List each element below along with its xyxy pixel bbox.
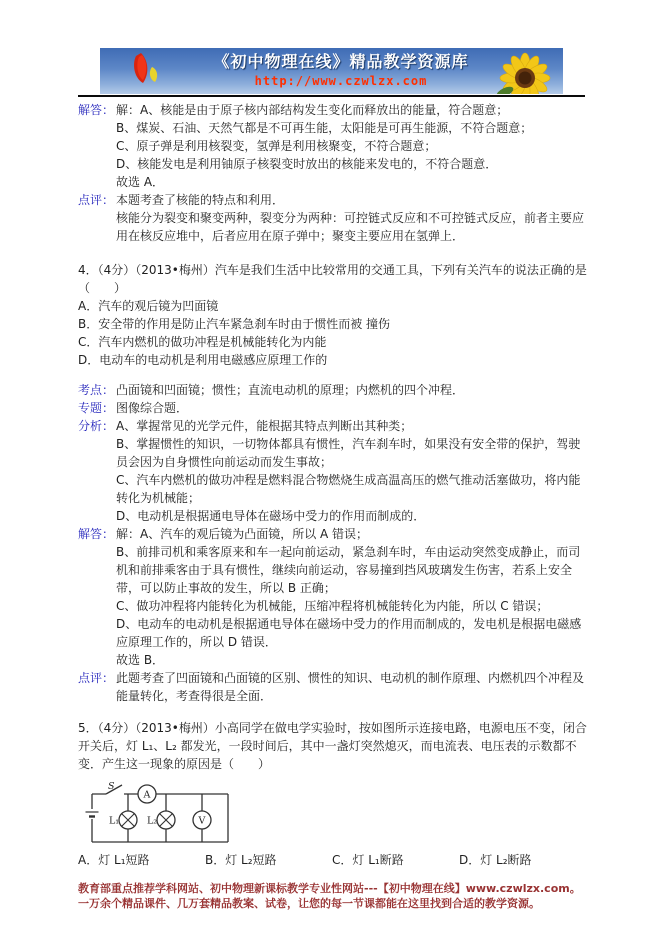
answer-label: 解答：	[78, 103, 115, 117]
question5-options	[78, 851, 590, 869]
section-q3-answer	[78, 101, 590, 191]
answer-line: C、做功冲程将内能转化为机械能，压缩冲程将机械能转化为内能，所以 C 错误；	[116, 599, 549, 613]
question5-option-c: C．灯 L₁断路	[332, 853, 404, 867]
question4-stem: 4．（4分）（2013•梅州）汽车是我们生活中比较常用的交通工具，下列有关汽车的说法正确的是（ ）	[78, 263, 587, 295]
kaodian-label: 考点：	[78, 383, 115, 397]
section-q4-comment	[78, 669, 590, 705]
banner-title: 《初中物理在线》精品教学资源库	[213, 52, 469, 71]
zhuanti-line: 图像综合题．	[116, 401, 189, 415]
comment-label: 点评：	[78, 671, 115, 685]
switch-label: S	[108, 781, 115, 792]
ammeter-label: A	[143, 789, 151, 801]
fenxi-line: D、电动机是根据通电导体在磁场中受力的作用而制成的．	[116, 509, 426, 523]
comment-line: 核能分为裂变和聚变两种，裂变分为两种：可控链式反应和不可控链式反应，前者主要应用在核反应堆中，后者应用在原子弹中；聚变主要应用在氢弹上．	[116, 211, 585, 243]
section-q4-zhuanti	[78, 399, 590, 417]
question5-option-b: B．灯 L₂短路	[205, 853, 277, 867]
question4-option-a: A．汽车的观后镜为凹面镜	[78, 299, 219, 313]
banner-url-link[interactable]: http://www.czwlzx.com	[254, 74, 428, 88]
fenxi-label: 分析：	[78, 419, 115, 433]
fenxi-line: A、掌握常见的光学元件，能根据其特点判断出其种类；	[116, 419, 413, 433]
answer-line: B、煤炭、石油、天然气都是不可再生能，太阳能是可再生能源，不符合题意；	[116, 121, 533, 135]
answer-line: 故选 A．	[116, 175, 165, 189]
question4-option-d: D．电动车的电动机是利用电磁感应原理工作的	[78, 353, 328, 367]
site-logo-icon	[126, 51, 166, 91]
voltmeter-label: V	[198, 815, 206, 827]
answer-line: D、核能发电是利用铀原子核裂变时放出的核能来发电的，不符合题意．	[116, 157, 498, 171]
section-q4-kaodian	[78, 381, 590, 399]
answer-line: 解：A、汽车的观后镜为凸面镜，所以 A 错误；	[116, 527, 369, 541]
lamp1-label: L₁	[109, 815, 120, 827]
fenxi-line: B、掌握惯性的知识，一切物体都具有惯性，汽车刹车时，如果没有安全带的保护，驾驶员会因为自身惯性向前运动而发生事故；	[116, 437, 581, 469]
question4-option-b: B．安全带的作用是防止汽车紧急刹车时由于惯性而被 撞伤	[78, 317, 391, 331]
sunflower-icon	[485, 52, 563, 94]
fenxi-line: C、汽车内燃机的做功冲程是燃料混合物燃烧生成高温高压的燃气推动活塞做功，将内能转化为机械能；	[116, 473, 581, 505]
banner-text	[196, 51, 486, 89]
zhuanti-label: 专题：	[78, 401, 115, 415]
banner-divider	[78, 95, 585, 97]
section-q4-answer	[78, 525, 590, 669]
comment-label: 点评：	[78, 193, 115, 207]
circuit-diagram	[82, 778, 236, 848]
question5-option-d: D．灯 L₂断路	[459, 853, 532, 867]
lamp2-label: L₂	[147, 815, 158, 827]
question5-stem: 5．（4分）（2013•梅州）小高同学在做电学实验时，按如图所示连接电路，电源电压不变，闭合开关后，灯 L₁、L₂ 都发光，一段时间后，其中一盏灯突然熄灭，而电流表、电压表的示数都不变．产生这一现象的原因是（ ）	[78, 721, 587, 771]
comment-line: 本题考查了核能的特点和利用．	[116, 193, 285, 207]
answer-line: D、电动车的电动机是根据通电导体在磁场中受力的作用而制成的，发电机是根据电磁感应原理工作的，所以 D 错误．	[116, 617, 582, 649]
document-content	[78, 101, 590, 911]
section-q4-fenxi	[78, 417, 590, 525]
answer-line: 解：A、核能是由于原子核内部结构发生变化而释放出的能量，符合题意；	[116, 103, 509, 117]
section-q3-comment	[78, 191, 590, 245]
answer-label: 解答：	[78, 527, 115, 541]
kaodian-line: 凸面镜和凹面镜；惯性；直流电动机的原理；内燃机的四个冲程．	[116, 383, 465, 397]
footer-promo-text: 教育部重点推荐学科网站、初中物理新课标教学专业性网站---【初中物理在线】www.czwlzx.com。一万余个精品课件、几万套精品教案、试卷，让您的每一节课都能在这里找到合适的教学资源。	[78, 882, 581, 910]
battery-icon	[86, 812, 99, 817]
question5-option-a: A．灯 L₁短路	[78, 853, 150, 867]
question4-option-c: C．汽车内燃机的做功冲程是机械能转化为内能	[78, 335, 327, 349]
answer-line: B、前排司机和乘客原来和车一起向前运动，紧急刹车时，车由运动突然变成静止，而司机和前排乘客由于具有惯性，继续向前运动，容易撞到挡风玻璃发生伤害，若系上安全带，可以防止事故的发生，所以 B 正确；	[116, 545, 581, 595]
answer-line: C、原子弹是利用核裂变，氢弹是利用核聚变，不符合题意；	[116, 139, 437, 153]
comment-line: 此题考查了凹面镜和凸面镜的区别、惯性的知识、电动机的制作原理、内燃机四个冲程及能量转化，考查得很是全面．	[116, 671, 585, 703]
answer-line: 故选 B．	[116, 653, 165, 667]
site-banner	[100, 48, 563, 94]
